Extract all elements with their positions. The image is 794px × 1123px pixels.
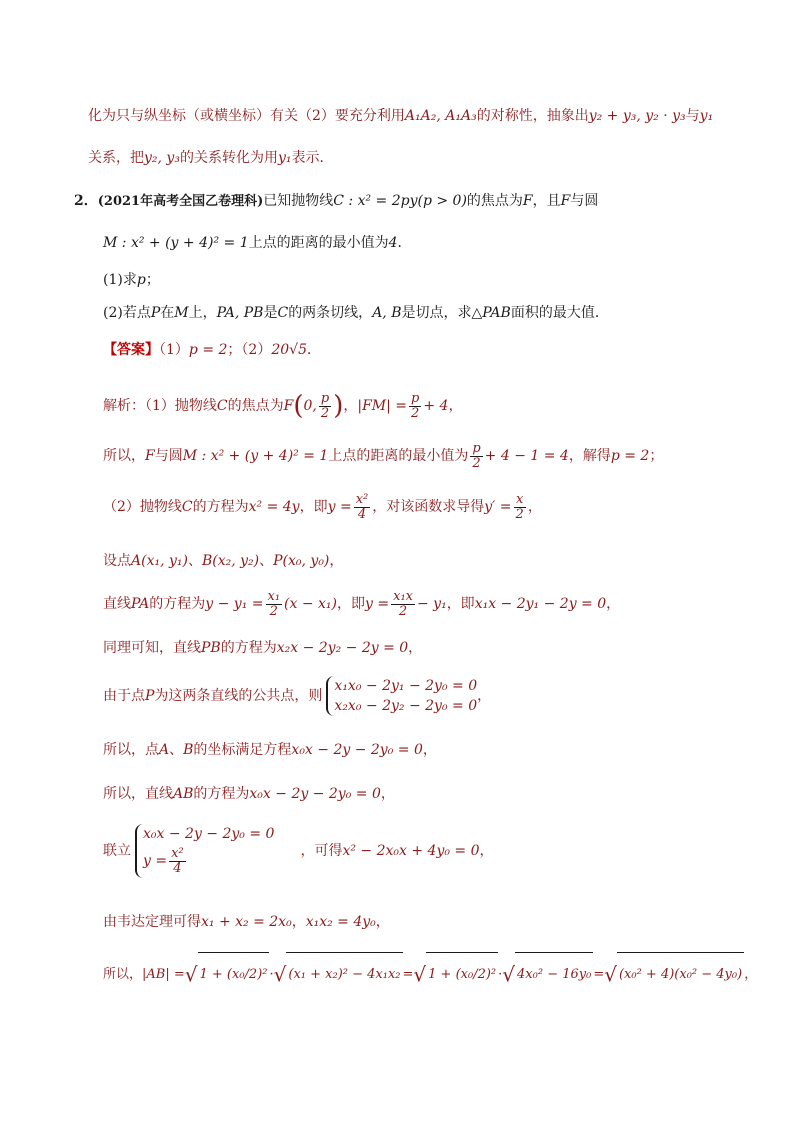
solution-line-2: 所以，F与圆M : x² + (y + 4)² = 1上点的距离的最小值为 $\frac{p}{2}$ + 4 − 1 = 4，解得p = 2； [103,440,664,471]
intro-line-1: 化为只与纵坐标（或横坐标）有关（2）要充分利用A₁A₂, A₁A₃的对称性，抽象出y₂ + y₃, y₂ · y₃与y₁ [88,108,714,124]
solution-line-1: 解析：（1）抛物线C的焦点为F(0, $\frac{p}{2}$ )，|FM| = $\frac{p}{2}$ + 4， [103,390,463,421]
equation-system: x₀x − 2y − 2y₀ = 0 y = $\frac{\text{x²}}{4}$ [135,824,274,878]
solution-line-8: 所以，点A、B的坐标满足方程x₀x − 2y − 2y₀ = 0， [103,742,437,758]
fraction: $\frac{\text{x²}}{4}$ [355,491,369,522]
question-2: (2)若点P在M上，PA, PB是C的两条切线，A, B是切点，求△PAB面积的最大值． [103,305,609,321]
solution-line-4: 设点A(x₁, y₁)、B(x₂, y₂)、P(x₀, y₀)， [103,553,344,569]
fraction: $\frac{p}{2}$ [472,440,481,471]
problem-source: (2021年高考全国乙卷理科) [97,194,264,209]
fraction: $\frac{p}{2}$ [411,390,420,421]
fraction: $\frac{\text{x₁x}}{2}$ [393,588,413,619]
solution-line-5: 直线PA的方程为y − y₁ = $\frac{\text{x₁}}{2}$ (x − x₁)，即y = $\frac{\text{x₁x}}{2}$ − y₁，即x₁x − 2y₁ − 2y = 0， [103,588,621,619]
equation-system: x₁x₀ − 2y₁ − 2y₀ = 0 x₂x₀ − 2y₂ − 2y₀ = 0 [326,676,477,716]
solution-line-7: 由于点P为这两条直线的公共点，则 x₁x₀ − 2y₁ − 2y₀ = 0 x₂x₀ − 2y₂ − 2y₀ = 0 ， [103,678,492,714]
problem-stem-line-1: 2．(2021年高考全国乙卷理科)已知抛物线C : x² = 2py(p > 0)的焦点为F，且F与圆 [74,193,599,209]
fraction: $\frac{\text{x²}}{4}$ [171,845,184,876]
intro-line-2: 关系，把y₂, y₃的关系转化为用y₁表示． [88,150,334,166]
problem-number: 2． [74,193,98,209]
solution-line-10: 联立 x₀x − 2y − 2y₀ = 0 y = $\frac{\text{x²}}{4}$ ，可得x² − 2x₀x + 4y₀ = 0， [103,824,494,878]
solution-line-3: （2）抛物线C的方程为x² = 4y，即y = $\frac{\text{x²}}{4}$ ，对该函数求导得y′ = $\frac{x}{2}$ ， [103,491,542,522]
question-1: (1)求p； [103,272,160,288]
problem-stem-line-2: M : x² + (y + 4)² = 1上点的距离的最小值为4． [103,235,412,251]
solution-line-12: 所以，|AB| =√ 1 + (x₀/2)² ·√ (x₁ + x₂)² − 4x₁x₂ =√ 1 + (x₀/2)² ·√ 4x₀² − 16y₀ =√ (x₀² + 4)(x₀² − 4y₀) ， [103,952,757,997]
answer-tag: 【答案】 [103,342,159,358]
fraction: $\frac{p}{2}$ [320,390,330,421]
solution-line-9: 所以，直线AB的方程为x₀x − 2y − 2y₀ = 0， [103,786,395,802]
solution-line-6: 同理可知，直线PB的方程为x₂x − 2y₂ − 2y = 0， [103,640,423,656]
solution-line-11: 由韦达定理可得x₁ + x₂ = 2x₀，x₁x₂ = 4y₀， [103,914,390,930]
fraction: $\frac{x}{2}$ [515,491,524,522]
answer-line: 【答案】（1）p = 2；（2）20√5． [103,342,321,358]
fraction: $\frac{\text{x₁}}{2}$ [267,588,281,619]
